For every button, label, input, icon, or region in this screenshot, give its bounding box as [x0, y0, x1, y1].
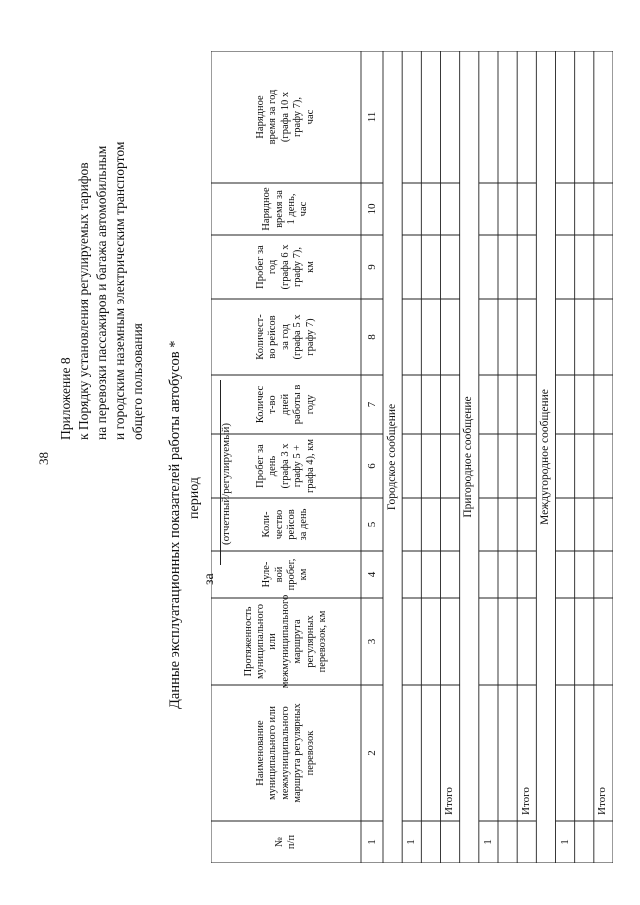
column-header: Протяженность муниципального или межмуниципального маршрута регулярных перевозок, км [242, 594, 328, 689]
column-number: 11 [365, 111, 378, 123]
column-header: Наименование муниципального или межмуниципального маршрута регулярных перевозок [255, 703, 316, 803]
column-number: 1 [365, 839, 378, 845]
column-number: 3 [365, 638, 378, 645]
period-note: (отчетный/регулируемый) [220, 422, 232, 545]
column-header: Нарядное время за 1 день, час [261, 187, 310, 231]
period-label: период [187, 477, 202, 519]
column-header: Пробег за год (графа 6 х графу 7), км [255, 244, 316, 290]
column-header: Количес т-во дней работы в году [255, 384, 316, 425]
section-title: Городское сообщение [385, 403, 398, 511]
za-label: за [202, 573, 217, 585]
total-label: Итого [519, 787, 532, 815]
column-number: 4 [365, 571, 378, 578]
column-number: 5 [365, 521, 378, 528]
total-label: Итого [596, 787, 609, 815]
performance-table [211, 51, 613, 863]
column-header: № п/п [273, 834, 297, 850]
appendix-line: к Порядку установления регулируемых тарифов [76, 162, 91, 440]
total-label: Итого [443, 787, 456, 815]
column-number: 10 [365, 203, 378, 215]
section-title: Междугородное сообщение [539, 389, 552, 525]
column-header: Пробег за день (графа 3 х графу 5 + графа 4), км [255, 438, 316, 494]
column-number: 9 [365, 264, 378, 270]
appendix-title: Приложение 8 [58, 357, 73, 440]
section-title: Пригородное сообщение [462, 396, 475, 518]
column-number: 8 [365, 334, 378, 340]
column-header: Количест- во рейсов за год (графа 5 х графу 7) [255, 314, 316, 360]
row-number: 1 [405, 839, 418, 845]
column-header: Нарядное время за год (графа 10 х графу 7), час [255, 89, 316, 145]
appendix-line: общего пользования [130, 323, 145, 440]
column-header: Коли- чество рейсов за день [261, 508, 310, 541]
column-number: 2 [365, 750, 378, 756]
column-number: 7 [365, 401, 378, 408]
appendix-line: на перевозки пассажиров и багажа автомобильным [94, 145, 109, 440]
page-number: 38 [36, 452, 51, 465]
column-number: 6 [365, 463, 378, 469]
document-title: Данные эксплуатационных показателей работы автобусов * [167, 340, 183, 709]
column-header: Нуле- вой пробег, км [261, 558, 310, 591]
row-number: 1 [558, 839, 571, 845]
row-number: 1 [481, 839, 494, 845]
appendix-line: и городским наземным электрическим транспортом [112, 141, 127, 440]
